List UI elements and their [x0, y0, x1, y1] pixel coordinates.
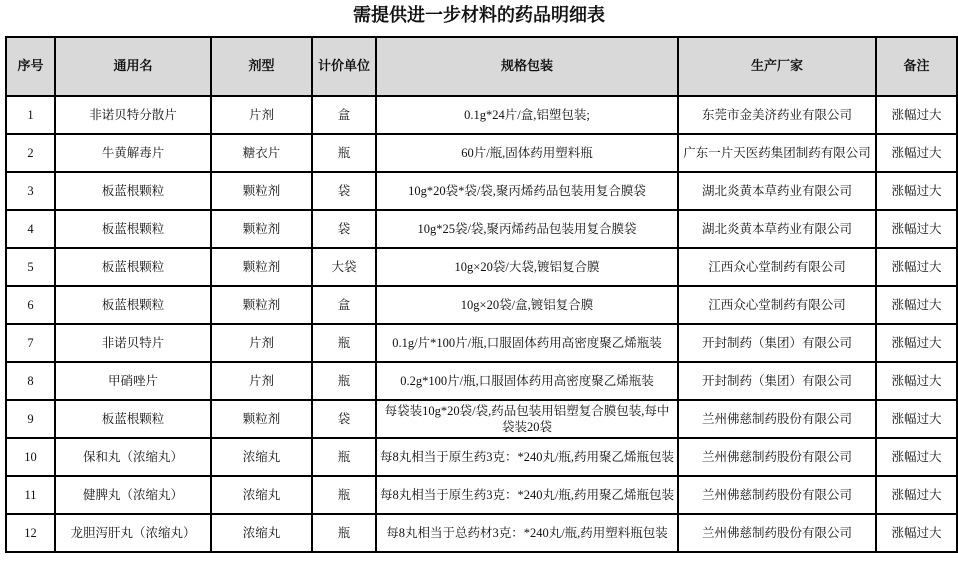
cell-manufacturer: 湖北炎黄本草药业有限公司	[678, 210, 876, 248]
cell-specification: 60片/瓶,固体药用塑料瓶	[376, 134, 678, 172]
cell-manufacturer: 江西众心堂制药有限公司	[678, 286, 876, 324]
cell-specification: 0.1g*24片/盒,铝塑包装;	[376, 96, 678, 134]
cell-pricing-unit: 袋	[312, 210, 376, 248]
cell-generic-name: 牛黄解毒片	[55, 134, 211, 172]
cell-specification: 每8丸相当于总药材3克：*240丸/瓶,药用塑料瓶包装	[376, 514, 678, 552]
cell-dosage-form: 浓缩丸	[211, 438, 312, 476]
cell-generic-name: 非诺贝特分散片	[55, 96, 211, 134]
cell-specification: 10g*25袋/袋,聚丙烯药品包装用复合膜袋	[376, 210, 678, 248]
cell-index: 5	[6, 248, 55, 286]
cell-dosage-form: 浓缩丸	[211, 514, 312, 552]
cell-specification: 10g×20袋/大袋,镀铝复合膜	[376, 248, 678, 286]
cell-remark: 涨幅过大	[876, 96, 957, 134]
header-remark: 备注	[876, 37, 957, 96]
table-row	[6, 362, 957, 400]
cell-pricing-unit: 盒	[312, 286, 376, 324]
cell-pricing-unit: 瓶	[312, 438, 376, 476]
cell-remark: 涨幅过大	[876, 400, 957, 438]
drug-table	[5, 36, 958, 553]
cell-pricing-unit: 大袋	[312, 248, 376, 286]
cell-manufacturer: 广东一片天医药集团制药有限公司	[678, 134, 876, 172]
cell-remark: 涨幅过大	[876, 324, 957, 362]
cell-dosage-form: 颗粒剂	[211, 286, 312, 324]
table-row	[6, 286, 957, 324]
cell-index: 2	[6, 134, 55, 172]
cell-manufacturer: 兰州佛慈制药股份有限公司	[678, 514, 876, 552]
cell-specification: 0.1g/片*100片/瓶,口服固体药用高密度聚乙烯瓶装	[376, 324, 678, 362]
cell-index: 11	[6, 476, 55, 514]
cell-pricing-unit: 盒	[312, 96, 376, 134]
header-index: 序号	[6, 37, 55, 96]
cell-remark: 涨幅过大	[876, 286, 957, 324]
cell-manufacturer: 兰州佛慈制药股份有限公司	[678, 476, 876, 514]
cell-remark: 涨幅过大	[876, 210, 957, 248]
table-row	[6, 210, 957, 248]
cell-dosage-form: 颗粒剂	[211, 210, 312, 248]
cell-generic-name: 健脾丸（浓缩丸）	[55, 476, 211, 514]
header-manufacturer: 生产厂家	[678, 37, 876, 96]
cell-manufacturer: 兰州佛慈制药股份有限公司	[678, 400, 876, 438]
cell-dosage-form: 颗粒剂	[211, 248, 312, 286]
cell-pricing-unit: 袋	[312, 172, 376, 210]
cell-pricing-unit: 瓶	[312, 514, 376, 552]
header-generic-name: 通用名	[55, 37, 211, 96]
cell-manufacturer: 兰州佛慈制药股份有限公司	[678, 438, 876, 476]
cell-remark: 涨幅过大	[876, 438, 957, 476]
table-row	[6, 438, 957, 476]
table-row	[6, 514, 957, 552]
cell-generic-name: 板蓝根颗粒	[55, 210, 211, 248]
cell-manufacturer: 东莞市金美济药业有限公司	[678, 96, 876, 134]
table-row	[6, 400, 957, 438]
cell-pricing-unit: 瓶	[312, 324, 376, 362]
cell-generic-name: 甲硝唑片	[55, 362, 211, 400]
cell-dosage-form: 片剂	[211, 362, 312, 400]
cell-manufacturer: 开封制药（集团）有限公司	[678, 362, 876, 400]
cell-specification: 10g*20袋*袋/袋,聚丙烯药品包装用复合膜袋	[376, 172, 678, 210]
cell-dosage-form: 片剂	[211, 324, 312, 362]
cell-generic-name: 板蓝根颗粒	[55, 286, 211, 324]
cell-remark: 涨幅过大	[876, 514, 957, 552]
table-row	[6, 248, 957, 286]
cell-generic-name: 板蓝根颗粒	[55, 172, 211, 210]
cell-dosage-form: 浓缩丸	[211, 476, 312, 514]
cell-specification: 每8丸相当于原生药3克：*240丸/瓶,药用聚乙烯瓶包装	[376, 438, 678, 476]
cell-generic-name: 板蓝根颗粒	[55, 400, 211, 438]
cell-remark: 涨幅过大	[876, 172, 957, 210]
cell-pricing-unit: 瓶	[312, 362, 376, 400]
cell-remark: 涨幅过大	[876, 476, 957, 514]
cell-specification: 0.2g*100片/瓶,口服固体药用高密度聚乙烯瓶装	[376, 362, 678, 400]
cell-pricing-unit: 瓶	[312, 134, 376, 172]
table-header-row	[6, 37, 957, 96]
cell-dosage-form: 颗粒剂	[211, 172, 312, 210]
cell-generic-name: 非诺贝特片	[55, 324, 211, 362]
cell-generic-name: 板蓝根颗粒	[55, 248, 211, 286]
cell-remark: 涨幅过大	[876, 248, 957, 286]
header-specification: 规格包装	[376, 37, 678, 96]
table-row	[6, 96, 957, 134]
cell-pricing-unit: 瓶	[312, 476, 376, 514]
cell-manufacturer: 开封制药（集团）有限公司	[678, 324, 876, 362]
cell-index: 10	[6, 438, 55, 476]
cell-index: 9	[6, 400, 55, 438]
cell-specification: 10g×20袋/盒,镀铝复合膜	[376, 286, 678, 324]
cell-specification: 每袋装10g*20袋/袋,药品包装用铝塑复合膜包装,每中袋装20袋	[376, 400, 678, 438]
cell-manufacturer: 江西众心堂制药有限公司	[678, 248, 876, 286]
cell-pricing-unit: 袋	[312, 400, 376, 438]
cell-index: 8	[6, 362, 55, 400]
document-title: 需提供进一步材料的药品明细表	[353, 5, 605, 26]
cell-remark: 涨幅过大	[876, 134, 957, 172]
cell-generic-name: 保和丸（浓缩丸）	[55, 438, 211, 476]
cell-dosage-form: 颗粒剂	[211, 400, 312, 438]
header-dosage-form: 剂型	[211, 37, 312, 96]
cell-index: 3	[6, 172, 55, 210]
table-row	[6, 324, 957, 362]
cell-generic-name: 龙胆泻肝丸（浓缩丸）	[55, 514, 211, 552]
table-row	[6, 172, 957, 210]
cell-dosage-form: 片剂	[211, 96, 312, 134]
cell-index: 4	[6, 210, 55, 248]
table-row	[6, 476, 957, 514]
cell-index: 1	[6, 96, 55, 134]
header-pricing-unit: 计价单位	[312, 37, 376, 96]
cell-specification: 每8丸相当于原生药3克：*240丸/瓶,药用聚乙烯瓶包装	[376, 476, 678, 514]
cell-index: 12	[6, 514, 55, 552]
table-row	[6, 134, 957, 172]
cell-index: 7	[6, 324, 55, 362]
cell-dosage-form: 糖衣片	[211, 134, 312, 172]
cell-index: 6	[6, 286, 55, 324]
cell-remark: 涨幅过大	[876, 362, 957, 400]
cell-manufacturer: 湖北炎黄本草药业有限公司	[678, 172, 876, 210]
